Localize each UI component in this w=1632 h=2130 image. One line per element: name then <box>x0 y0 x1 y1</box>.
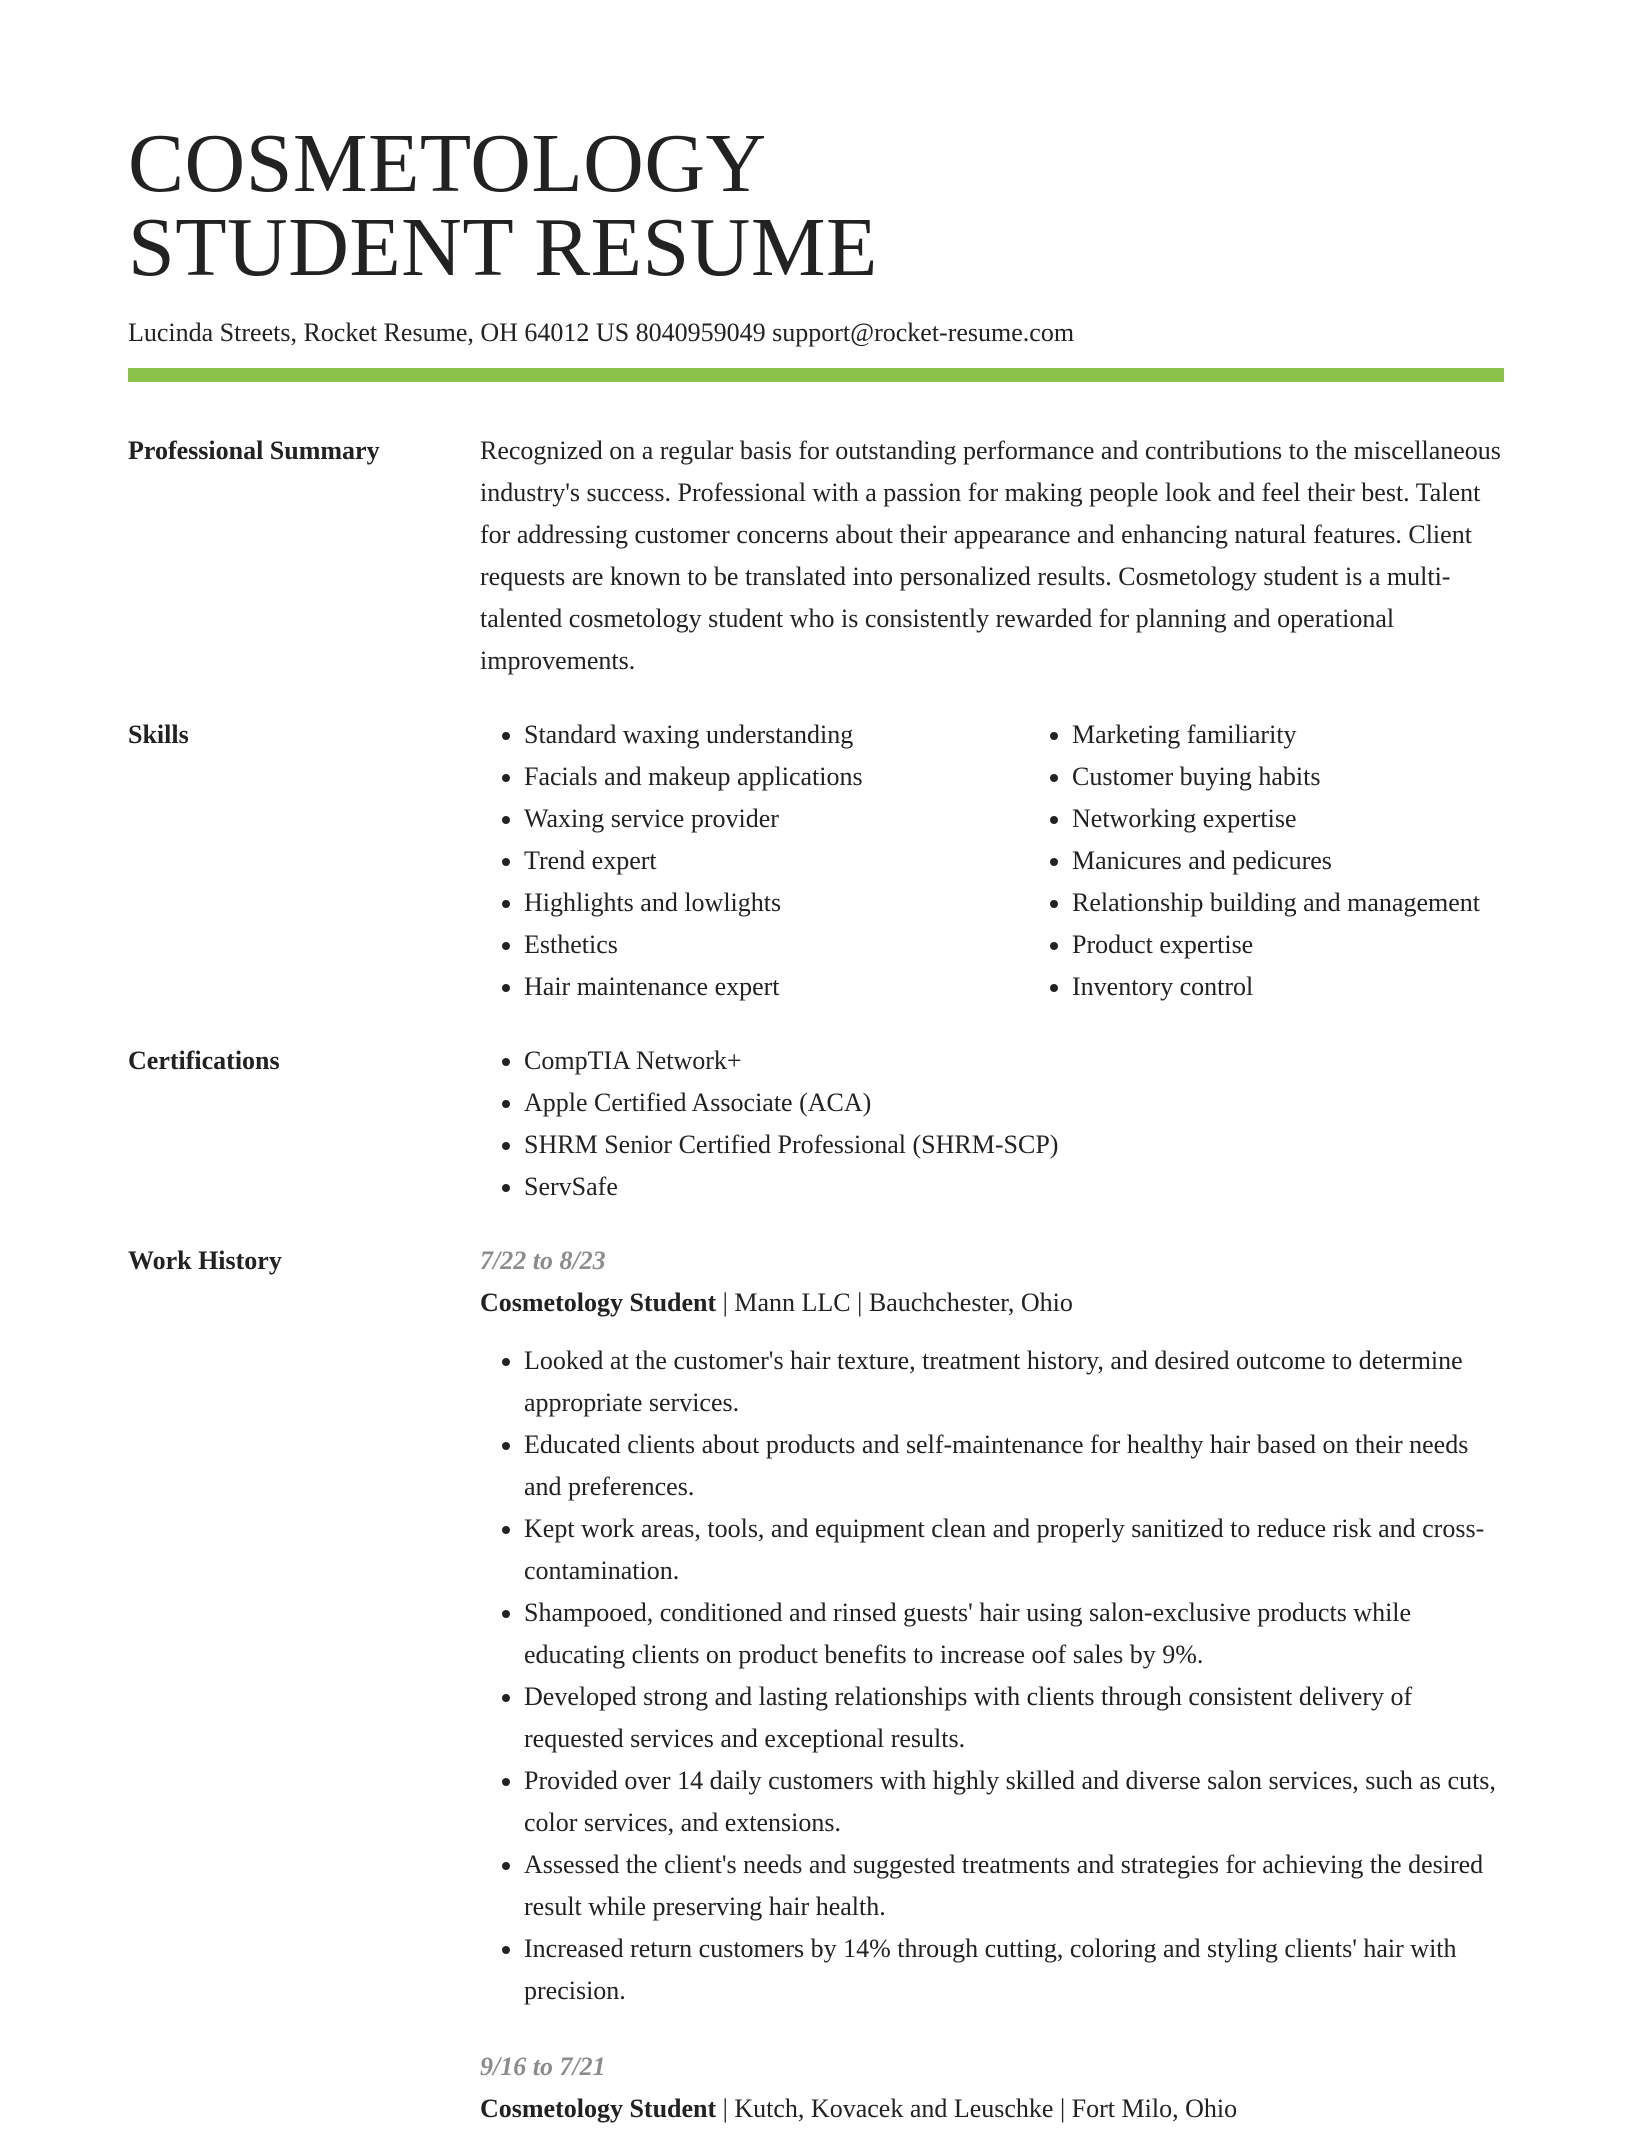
list-item: • Esthetics <box>524 924 1028 966</box>
job-title: Cosmetology Student <box>480 2094 717 2123</box>
list-item: • Waxing service provider <box>524 798 1028 840</box>
section-label-work: Work History <box>128 1246 282 1275</box>
certifications-body <box>480 1040 1504 1208</box>
job-entry-1 <box>480 1240 1504 2012</box>
job-heading <box>480 1282 1504 1324</box>
list-item: • CompTIA Network+ <box>524 1040 1504 1082</box>
list-item: • Increased return customers by 14% through cutting, coloring and styling clients' hair with precision. <box>524 1928 1504 2012</box>
skills-columns <box>480 714 1504 1008</box>
list-item: • ServSafe <box>524 1166 1504 1208</box>
list-item: • Assessed the client's needs and suggested treatments and strategies for achieving the desired result while preserving hair health. <box>524 1844 1504 1928</box>
summary-text: Recognized on a regular basis for outstanding performance and contributions to the miscellaneous industry's success. Professional with a passion for making people look and feel their best. Talent for addressing customer concerns about their appearance and enhancing natural features. Client requests are known to be translated into personalized results. Cosmetology student is a multi-talented cosmetology student who is consistently rewarded for planning and operational improvements. <box>480 436 1501 675</box>
resume-title <box>128 117 1504 294</box>
skills-list-col1 <box>480 714 1028 1008</box>
professional-summary-section <box>128 430 1504 682</box>
skills-section <box>128 714 1504 1008</box>
work-history-body <box>480 1240 1504 2130</box>
list-item: • Educated clients about products and self-maintenance for healthy hair based on their needs and preferences. <box>524 1424 1504 1508</box>
job-title: Cosmetology Student <box>480 1288 717 1317</box>
job-entry-2 <box>480 2046 1504 2130</box>
contact-line: Lucinda Streets, Rocket Resume, OH 64012 US 8040959049 support@rocket-resume.com <box>128 318 1075 347</box>
job-details: | Mann LLC | Bauchchester, Ohio <box>716 1288 1073 1317</box>
list-item: • Relationship building and management <box>1072 882 1480 924</box>
work-history-section <box>128 1240 1504 2130</box>
list-item: • Marketing familiarity <box>1072 714 1480 756</box>
section-label-certifications: Certifications <box>128 1046 280 1075</box>
title-line-2: STUDENT RESUME <box>128 201 878 294</box>
job-heading <box>480 2088 1504 2130</box>
title-line-1: COSMETOLOGY <box>128 117 767 210</box>
list-item: • Trend expert <box>524 840 1028 882</box>
list-item: • Facials and makeup applications <box>524 756 1028 798</box>
list-item: • Customer buying habits <box>1072 756 1480 798</box>
list-item: • Apple Certified Associate (ACA) <box>524 1082 1504 1124</box>
list-item: • Shampooed, conditioned and rinsed guests' hair using salon-exclusive products while educating clients on product benefits to increase oof sales by 9%. <box>524 1592 1504 1676</box>
list-item: • Inventory control <box>1072 966 1480 1008</box>
list-item: • Product expertise <box>1072 924 1480 966</box>
certifications-list <box>480 1040 1504 1208</box>
list-item: • Highlights and lowlights <box>524 882 1028 924</box>
skills-list-col2 <box>1028 714 1480 1008</box>
list-item: • Hair maintenance expert <box>524 966 1028 1008</box>
job-dates: 9/16 to 7/21 <box>480 2052 606 2081</box>
certifications-section <box>128 1040 1504 1208</box>
list-item: • SHRM Senior Certified Professional (SHRM-SCP) <box>524 1124 1504 1166</box>
list-item: • Developed strong and lasting relationships with clients through consistent delivery of requested services and exceptional results. <box>524 1676 1504 1760</box>
accent-divider <box>128 368 1504 382</box>
section-label-summary: Professional Summary <box>128 436 380 465</box>
list-item: • Manicures and pedicures <box>1072 840 1480 882</box>
job-bullets <box>480 1340 1504 2012</box>
list-item: • Provided over 14 daily customers with highly skilled and diverse salon services, such as cuts, color services, and extensions. <box>524 1760 1504 1844</box>
job-details: | Kutch, Kovacek and Leuschke | Fort Milo, Ohio <box>716 2094 1238 2123</box>
list-item: • Kept work areas, tools, and equipment clean and properly sanitized to reduce risk and cross-contamination. <box>524 1508 1504 1592</box>
list-item: • Looked at the customer's hair texture, treatment history, and desired outcome to determine appropriate services. <box>524 1340 1504 1424</box>
list-item: • Networking expertise <box>1072 798 1480 840</box>
job-dates: 7/22 to 8/23 <box>480 1246 606 1275</box>
list-item: • Standard waxing understanding <box>524 714 1028 756</box>
section-label-skills: Skills <box>128 720 189 749</box>
